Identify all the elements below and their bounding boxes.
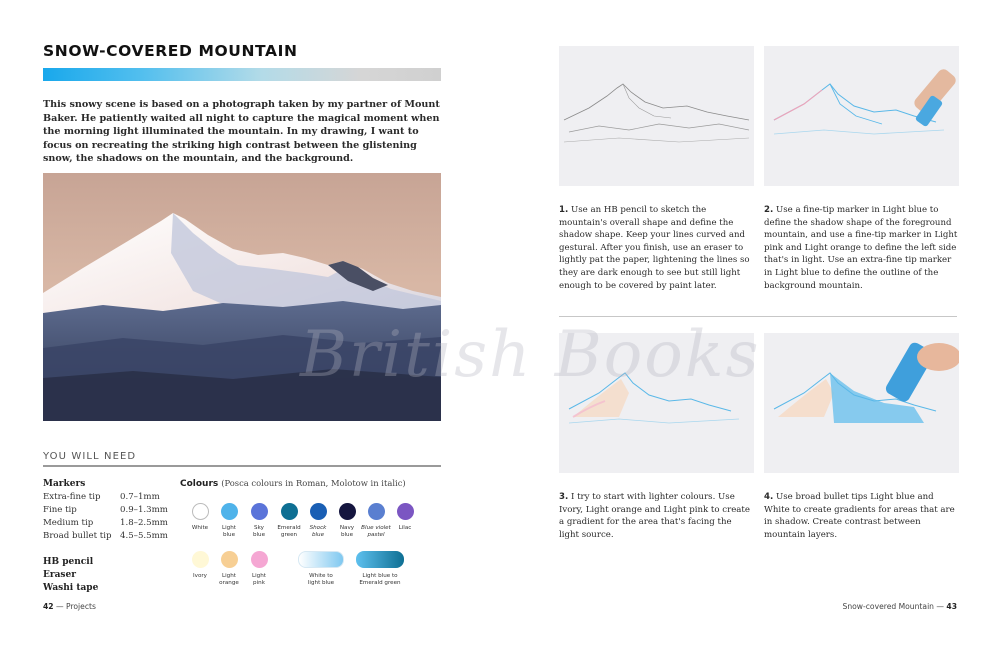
gradient-swatch bbox=[356, 551, 404, 568]
step-body: Use an HB pencil to sketch the mountain's overall shape and define the shadow shape. Keep your lines curved and gestural. After you finish, use an eraser to lightly pat the paper, lightening the lines so they are dark enough to see but still light enough to be covered by paint later. bbox=[559, 205, 750, 291]
step-number: 4. bbox=[764, 492, 774, 502]
marker-row bbox=[43, 492, 160, 502]
step-1-text bbox=[559, 204, 754, 292]
marker-row bbox=[43, 518, 168, 528]
colour-swatch bbox=[397, 503, 414, 520]
gradient-swatch bbox=[298, 551, 344, 568]
colour-swatch bbox=[310, 503, 327, 520]
marker-name: Medium tip bbox=[43, 518, 94, 528]
step-4-text bbox=[764, 491, 959, 541]
step-4-image bbox=[764, 333, 959, 473]
marker-row bbox=[43, 531, 168, 541]
marker-size: 4.5–5.5mm bbox=[120, 531, 168, 541]
marker-size: 0.7–1mm bbox=[120, 492, 160, 502]
colours-heading bbox=[180, 478, 406, 489]
colour-label: Light orange bbox=[219, 573, 239, 587]
colour-swatch bbox=[368, 503, 385, 520]
marker-row bbox=[43, 505, 168, 515]
step-number: 1. bbox=[559, 205, 569, 215]
colour-label: Lilac bbox=[398, 525, 412, 531]
colour-label: Blue violet pastel bbox=[361, 525, 391, 539]
step-body: I try to start with lighter colours. Use Ivory, Light orange and Light pink to create a gradient for the area that's facing the light source. bbox=[559, 492, 750, 540]
title-gradient-bar bbox=[43, 68, 441, 81]
colour-swatch bbox=[251, 503, 268, 520]
footer-section: Snow-covered Mountain — bbox=[842, 602, 947, 611]
colours-note: (Posca colours in Roman, Molotow in italic) bbox=[221, 478, 406, 488]
footer-left bbox=[43, 602, 96, 611]
tool-item: Washi tape bbox=[43, 583, 99, 593]
colour-label: Emerald green bbox=[277, 525, 301, 539]
colour-label: Sky blue bbox=[252, 525, 266, 539]
page-title: SNOW-COVERED MOUNTAIN bbox=[43, 42, 298, 60]
colour-label: Ivory bbox=[193, 573, 207, 579]
colour-swatch bbox=[221, 503, 238, 520]
colour-swatch bbox=[192, 503, 209, 520]
colours-title: Colours bbox=[180, 479, 219, 489]
markers-heading: Markers bbox=[43, 479, 86, 489]
you-will-need-heading: YOU WILL NEED bbox=[43, 451, 137, 462]
marker-name: Broad bullet tip bbox=[43, 531, 112, 541]
page-number: 42 bbox=[43, 602, 54, 611]
colour-label: Light pink bbox=[252, 573, 266, 587]
step-3-text bbox=[559, 491, 754, 541]
marker-name: Extra-fine tip bbox=[43, 492, 101, 502]
step-body: Use broad bullet tips Light blue and White to create gradients for areas that are in shadow. Create contrast between mountain layers. bbox=[764, 492, 955, 540]
colour-label: Shock blue bbox=[309, 525, 327, 539]
gradient-label: Light blue to Emerald green bbox=[359, 573, 401, 587]
step-body: Use a fine-tip marker in Light blue to define the shadow shape of the foreground mountain, and use a fine-tip marker in Light pink and Light orange to define the left side that's in light. Use an extra-fine tip marker in Light blue to define the outline of the background mountain. bbox=[764, 205, 958, 291]
marker-size: 1.8–2.5mm bbox=[120, 518, 168, 528]
footer-section: — Projects bbox=[53, 602, 96, 611]
step-2-image bbox=[764, 46, 959, 186]
gradient-label: White to light blue bbox=[307, 573, 335, 587]
section-divider bbox=[43, 465, 441, 467]
watermark-text: British Books bbox=[300, 318, 761, 392]
colour-swatch bbox=[221, 551, 238, 568]
footer-right bbox=[843, 602, 957, 611]
marker-name: Fine tip bbox=[43, 505, 77, 515]
colour-swatch bbox=[339, 503, 356, 520]
tool-item: Eraser bbox=[43, 570, 76, 580]
colour-label: Light blue bbox=[222, 525, 236, 539]
colour-swatch bbox=[192, 551, 209, 568]
steps-divider bbox=[559, 316, 957, 317]
tool-item: HB pencil bbox=[43, 557, 94, 567]
page-number: 43 bbox=[946, 602, 957, 611]
step-2-text bbox=[764, 204, 959, 292]
step-number: 3. bbox=[559, 492, 569, 502]
colour-swatch bbox=[281, 503, 298, 520]
marker-size: 0.9–1.3mm bbox=[120, 505, 168, 515]
colour-label: Navy blue bbox=[339, 525, 355, 539]
colour-label: White bbox=[191, 525, 209, 531]
colour-swatch bbox=[251, 551, 268, 568]
step-number: 2. bbox=[764, 205, 774, 215]
intro-paragraph: This snowy scene is based on a photograph taken by my partner of Mount Baker. He patiently waited all night to capture the magical moment when the morning light illuminated the mountain. In my drawing, I want to focus on recreating the striking high contrast between the glistening snow, the shadows on the mountain, and the background. bbox=[43, 99, 440, 165]
step-1-image bbox=[559, 46, 754, 186]
